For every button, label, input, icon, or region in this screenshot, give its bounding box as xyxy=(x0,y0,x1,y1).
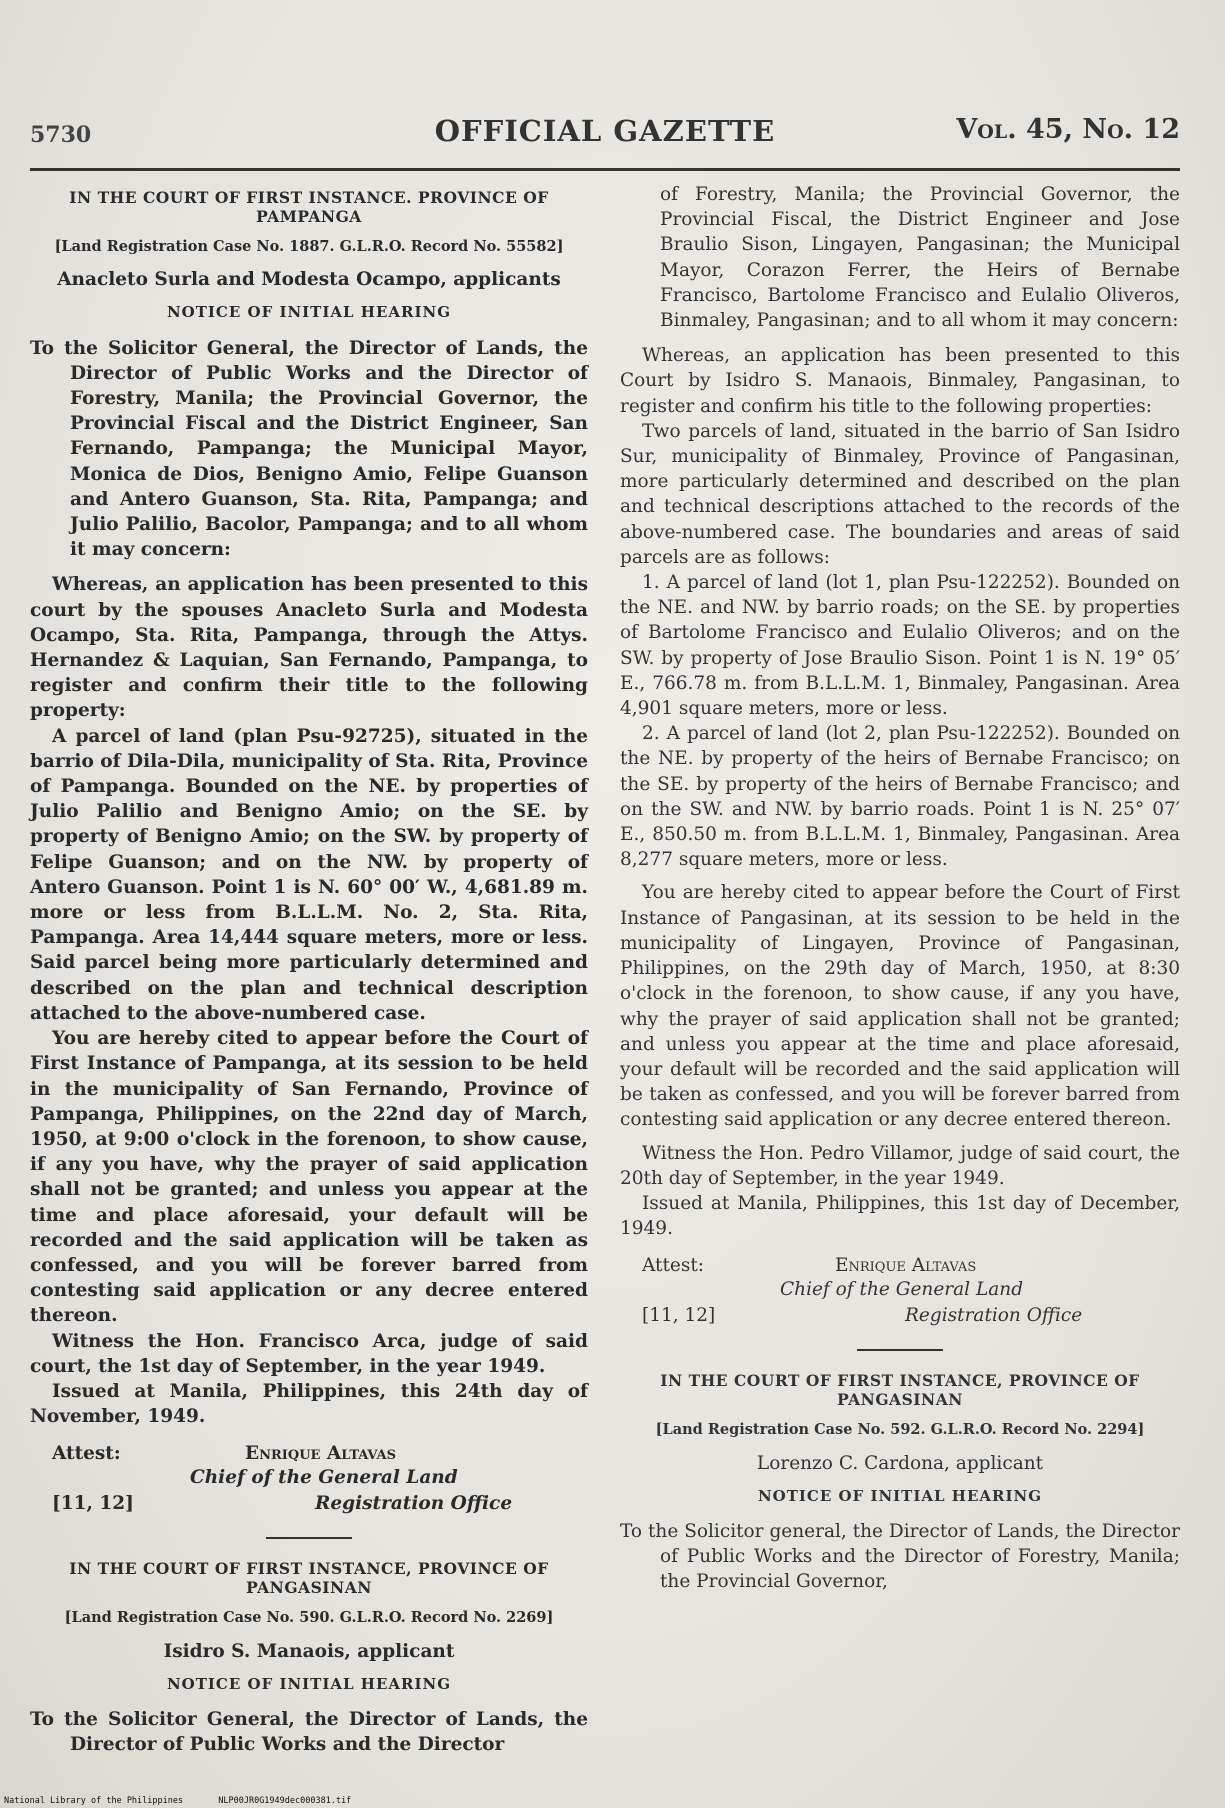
header-rule xyxy=(30,168,1180,171)
whereas-paragraph: Whereas, an application has been presented to this Court by Isidro S. Manaois, Binmaley, Pangasinan, to register and confirm his title to the following properties: xyxy=(620,345,1180,417)
applicant-line: Isidro S. Manaois, applicant xyxy=(163,1640,455,1662)
attestation-block xyxy=(30,1437,588,1519)
publication-title: OFFICIAL GAZETTE xyxy=(434,114,776,148)
page-number: 5730 xyxy=(30,122,92,148)
applicant-line: Anacleto Surla and Modesta Ocampo, applicants xyxy=(57,269,561,291)
case-line: [Land Registration Case No. 1887. G.L.R.O. Record No. 55582] xyxy=(54,238,564,255)
addressees: To the Solicitor General, the Director of Lands, the Director of Public Works and the Director of Forestry, Manila; the Provincial Governor, the Provincial Fiscal and the District Engineer, San Fernando, Pampanga; the Municipal Mayor, Monica de Dios, Benigno Amio, Felipe Guanson and Antero Guanson, Sta. Rita, Pampanga; and Julio Palilio, Bacolor, Pampanga; and to all whom it may concern: xyxy=(30,337,588,561)
attest-name: Enrique Altavas xyxy=(245,1443,396,1465)
addressees-continued: of Forestry, Manila; the Provincial Governor, the Provincial Fiscal, the District Engineer and Jose Braulio Sison, Lingayen, Pangasinan; the Municipal Mayor, Corazon Ferrer, the Heirs of Bernabe Francisco, Bartolome Francisco and Eulalio Oliveros, Binmaley, Pangasinan; and to all whom it may concern: xyxy=(660,184,1180,332)
notice-title: NOTICE OF INITIAL HEARING xyxy=(757,1486,1043,1505)
lot2-paragraph: 2. A parcel of land (lot 2, plan Psu-122252). Bounded on the NE. by property of the heirs of Bernabe Francisco; on the SE. by property of the heirs of Bernabe Francisco; and on the SW. and NW. by barrio roads. Point 1 is N. 25° 07′ E., 850.50 m. from B.L.L.M. 1, Binmaley, Pangasinan. Area 8,277 square meters, more or less. xyxy=(620,723,1180,871)
parcel-paragraph: A parcel of land (plan Psu-92725), situated in the barrio of Dila-Dila, municipality of Sta. Rita, Province of Pampanga. Bounded on the NE. by properties of Julio Palilio and Benigno Amio; on the SE. by property of Benigno Amio; on the SW. by property of Felipe Guanson; and on the NW. by property of Antero Guanson. Point 1 is N. 60° 00′ W., 4,681.89 m. more or less from B.L.L.M. No. 2, Sta. Rita, Pampanga. Area 14,444 square meters, more or less. Said parcel being more particularly determined and described on the plan and technical description attached to the above-numbered case. xyxy=(30,725,588,1024)
page-header xyxy=(30,102,1180,150)
section-separator xyxy=(857,1349,943,1351)
attest-title-line2: Registration Office xyxy=(315,1493,513,1515)
lot1-paragraph: 1. A parcel of land (lot 1, plan Psu-122252). Bounded on the NE. and NW. by barrio roads; on the SE. by properties of Bartolome Francisco and Eulalio Oliveros; and on the SW. by property of Jose Braulio Sison. Point 1 is N. 19° 05′ E., 766.78 m. from B.L.L.M. 1, Binmaley, Pangasinan. Area 4,901 square meters, more or less. xyxy=(620,572,1180,720)
volume-number: Vol. 45, No. 12 xyxy=(956,114,1180,145)
scan-footer xyxy=(4,1796,381,1806)
addressees: To the Solicitor General, the Director of Lands, the Director of Public Works and the Director xyxy=(30,1708,588,1756)
attestation-block xyxy=(620,1249,1180,1331)
notice-heading: IN THE COURT OF FIRST INSTANCE, PROVINCE OF PANGASINAN xyxy=(69,1559,549,1598)
attest-title-line2: Registration Office xyxy=(905,1305,1083,1327)
publication-dates: [11, 12] xyxy=(52,1493,134,1515)
attest-name: Enrique Altavas xyxy=(835,1255,977,1277)
section-separator xyxy=(266,1537,352,1539)
notice-heading: IN THE COURT OF FIRST INSTANCE. PROVINCE OF PAMPANGA xyxy=(69,188,549,226)
issued-paragraph: Issued at Manila, Philippines, this 24th day of November, 1949. xyxy=(30,1380,588,1428)
notice-title: NOTICE OF INITIAL HEARING xyxy=(166,303,452,322)
notice-heading: IN THE COURT OF FIRST INSTANCE, PROVINCE OF PANGASINAN xyxy=(660,1371,1140,1410)
attest-label: Attest: xyxy=(642,1255,705,1277)
cited-paragraph: You are hereby cited to appear before the Court of First Instance of Pampanga, at its session to be held in the municipality of San Fernando, Province of Pampanga, Philippines, on the 22nd day of March, 1950, at 9:00 o'clock in the forenoon, to show cause, if any you have, why the prayer of said application shall not be granted; and unless you appear at the time and place aforesaid, your default will be recorded and the said application will be taken as confessed, and you will be forever barred from contesting said application or any decree entered thereon. xyxy=(30,1028,588,1327)
case-line: [Land Registration Case No. 590. G.L.R.O. Record No. 2269] xyxy=(64,1609,554,1627)
attest-title-line1: Chief of the General Land xyxy=(780,1279,1024,1301)
attest-title-line1: Chief of the General Land xyxy=(190,1467,458,1489)
attest-label: Attest: xyxy=(52,1443,121,1465)
notice-title: NOTICE OF INITIAL HEARING xyxy=(166,1674,452,1693)
case-line: [Land Registration Case No. 592. G.L.R.O. Record No. 2294] xyxy=(655,1421,1145,1439)
witness-paragraph: Witness the Hon. Francisco Arca, judge of said court, the 1st day of September, in the year 1949. xyxy=(30,1330,588,1377)
addressees: To the Solicitor general, the Director of Lands, the Director of Public Works and the Director of Forestry, Manila; the Provincial Governor, xyxy=(620,1520,1180,1593)
witness-paragraph: Witness the Hon. Pedro Villamor, judge of said court, the 20th day of September, in the year 1949. xyxy=(620,1142,1180,1189)
file-name: NLP00JR0G1949dec000381.tif xyxy=(218,1796,352,1806)
left-column xyxy=(30,182,588,1767)
cited-paragraph: You are hereby cited to appear before the Court of First Instance of Pangasinan, at its session to be held in the municipality of Lingayen, Province of Pangasinan, Philippines, on the 29th day of March, 1950, at 8:30 o'clock in the forenoon, to show cause, if any you have, why the prayer of said application shall not be granted; and unless you appear at the time and place aforesaid, your default will be recorded and the said application will be taken as confessed, and you will be forever barred from contesting said application or any decree entered thereon. xyxy=(620,882,1180,1131)
right-column xyxy=(620,182,1180,1605)
issued-paragraph: Issued at Manila, Philippines, this 1st day of December, 1949. xyxy=(620,1192,1180,1240)
parcels-intro-paragraph: Two parcels of land, situated in the barrio of San Isidro Sur, municipality of Binmaley, Province of Pangasinan, more particularly determined and described on the plan and technical descriptions attached to the records of the above-numbered case. The boundaries and areas of said parcels are as follows: xyxy=(620,420,1180,568)
library-credit: National Library of the Philippines xyxy=(4,1796,184,1806)
publication-dates: [11, 12] xyxy=(642,1305,716,1327)
whereas-paragraph: Whereas, an application has been presented to this court by the spouses Anacleto Surla and Modesta Ocampo, Sta. Rita, Pampanga, through the Attys. Hernandez & Laquian, San Fernando, Pampanga, to register and confirm their title to the following property: xyxy=(30,574,588,722)
applicant-line: Lorenzo C. Cardona, applicant xyxy=(756,1452,1044,1474)
